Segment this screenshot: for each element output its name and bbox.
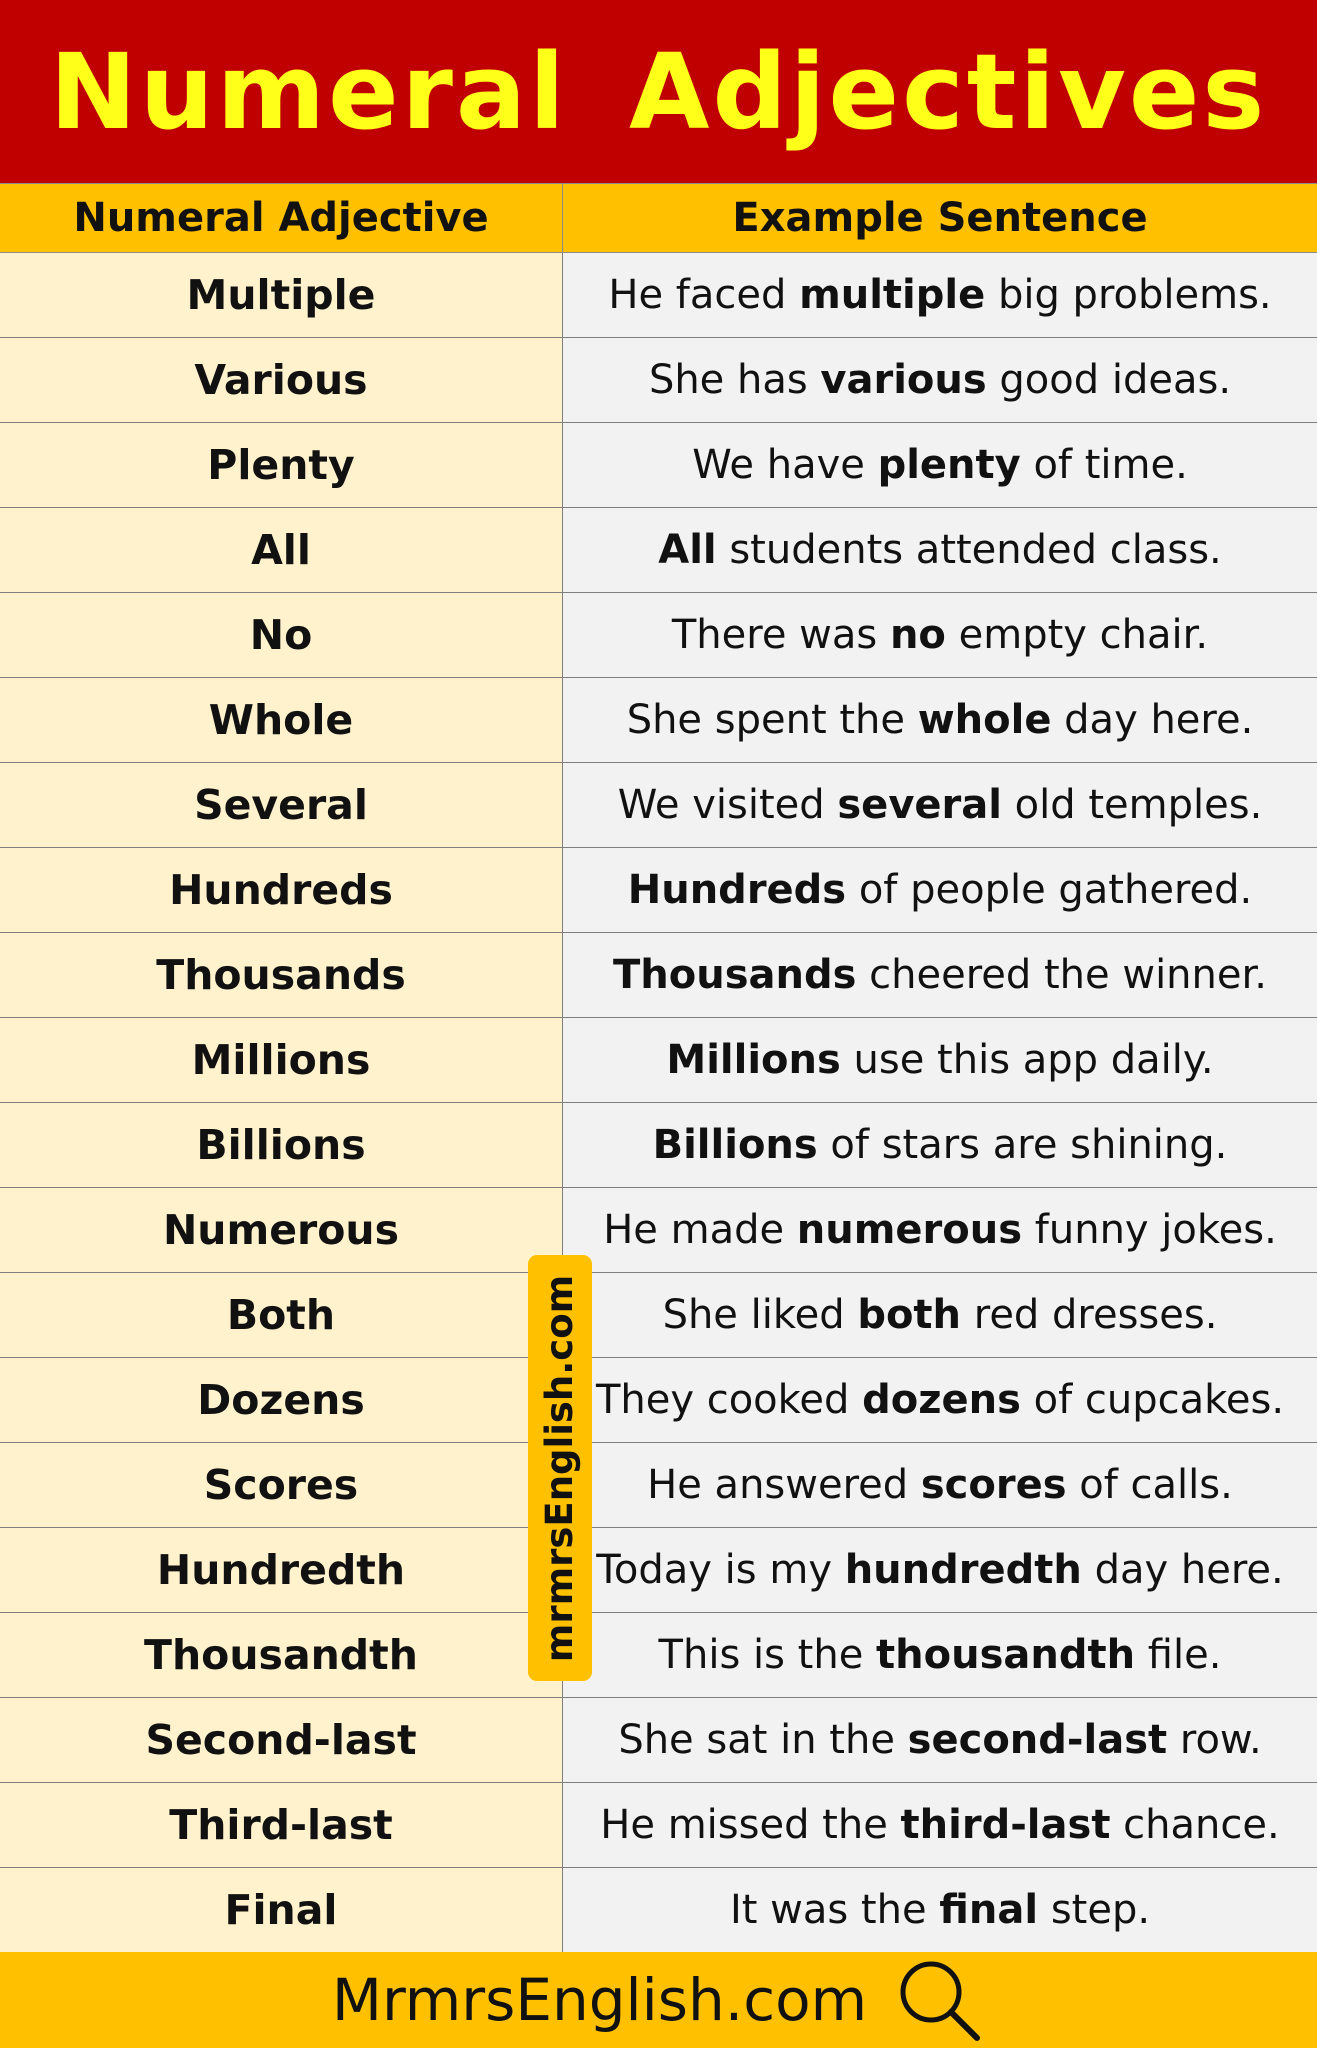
adjective-cell: Thousands: [0, 933, 563, 1017]
example-cell: [563, 1783, 1317, 1867]
example-highlight: plenty: [877, 442, 1021, 488]
example-highlight: final: [939, 1887, 1039, 1933]
header-example-sentence: Example Sentence: [732, 195, 1148, 241]
example-highlight: Billions: [652, 1122, 818, 1168]
adjective-cell: Multiple: [0, 253, 563, 337]
table-row: [0, 1783, 1317, 1868]
example-text: They cooked: [595, 1377, 863, 1423]
adjective-cell: Third-last: [0, 1783, 563, 1867]
adjective-cell: Plenty: [0, 423, 563, 507]
example-cell: [563, 508, 1317, 592]
example-highlight: scores: [920, 1462, 1067, 1508]
example-cell: [563, 1358, 1317, 1442]
example-cell: [563, 1613, 1317, 1697]
example-text: He made: [603, 1207, 797, 1253]
adjective-cell: Thousandth: [0, 1613, 563, 1697]
table-row: [0, 1273, 1317, 1358]
table-row: [0, 593, 1317, 678]
adjective-cell: Several: [0, 763, 563, 847]
example-text: use this app daily.: [840, 1037, 1214, 1083]
watermark-badge: [528, 1255, 592, 1681]
example-cell: [563, 933, 1317, 1017]
adjective-cell: Hundreds: [0, 848, 563, 932]
example-text: of cupcakes.: [1020, 1377, 1285, 1423]
example-cell: [563, 1443, 1317, 1527]
adjective-cell: Second-last: [0, 1698, 563, 1782]
example-text: She sat in the: [618, 1717, 908, 1763]
example-cell: [563, 678, 1317, 762]
table-row: [0, 508, 1317, 593]
example-highlight: numerous: [796, 1207, 1023, 1253]
adjective-cell: Final: [0, 1868, 563, 1952]
example-highlight: whole: [917, 697, 1052, 743]
example-text: He answered: [647, 1462, 921, 1508]
example-cell: [563, 763, 1317, 847]
example-cell: [563, 253, 1317, 337]
watermark-text: mrmrsEnglish.com: [538, 1274, 582, 1662]
example-text: She spent the: [626, 697, 918, 743]
example-text: We visited: [617, 782, 838, 828]
example-text: red dresses.: [961, 1292, 1218, 1338]
example-cell: [563, 848, 1317, 932]
adjective-cell: Scores: [0, 1443, 563, 1527]
footer-bar: [0, 1952, 1317, 2048]
table-row: [0, 1443, 1317, 1528]
example-cell: [563, 338, 1317, 422]
example-text: of stars are shining.: [817, 1122, 1228, 1168]
table-row: [0, 1018, 1317, 1103]
example-text: of time.: [1020, 442, 1188, 488]
table-row: [0, 1528, 1317, 1613]
table-row: [0, 763, 1317, 848]
example-highlight: multiple: [799, 272, 986, 318]
example-cell: [563, 1188, 1317, 1272]
example-highlight: third-last: [900, 1802, 1111, 1848]
table-row: [0, 1188, 1317, 1273]
table-row: [0, 678, 1317, 763]
table-row: [0, 1613, 1317, 1698]
table-row: [0, 1103, 1317, 1188]
example-text: file.: [1135, 1632, 1222, 1678]
adjective-table: [0, 253, 1317, 1952]
example-text: of people gathered.: [846, 867, 1253, 913]
example-highlight: both: [857, 1292, 962, 1338]
example-cell: [563, 1528, 1317, 1612]
example-text: She has: [648, 357, 821, 403]
example-text: step.: [1038, 1887, 1151, 1933]
example-text: It was the: [729, 1887, 940, 1933]
example-text: funny jokes.: [1022, 1207, 1277, 1253]
example-highlight: hundredth: [844, 1547, 1082, 1593]
example-text: chance.: [1110, 1802, 1280, 1848]
header-numeral-adjective: Numeral Adjective: [0, 184, 563, 252]
footer-site-name: MrmrsEnglish.com: [331, 1966, 868, 2034]
adjective-cell: Various: [0, 338, 563, 422]
example-text: We have: [692, 442, 878, 488]
example-highlight: Millions: [666, 1037, 841, 1083]
example-highlight: All: [658, 527, 717, 573]
example-cell: [563, 1018, 1317, 1102]
adjective-cell: Dozens: [0, 1358, 563, 1442]
example-highlight: Thousands: [613, 952, 857, 998]
example-cell: [563, 1868, 1317, 1952]
example-cell: [563, 1273, 1317, 1357]
example-highlight: thousandth: [876, 1632, 1136, 1678]
table-header: [0, 183, 1317, 253]
adjective-cell: Both: [0, 1273, 563, 1357]
example-highlight: no: [889, 612, 946, 658]
example-highlight: various: [820, 357, 987, 403]
example-text: row.: [1167, 1717, 1262, 1763]
example-text: He faced: [608, 272, 800, 318]
example-cell: [563, 423, 1317, 507]
example-text: of calls.: [1066, 1462, 1233, 1508]
example-cell: [563, 1103, 1317, 1187]
example-text: day here.: [1051, 697, 1254, 743]
adjective-cell: Whole: [0, 678, 563, 762]
example-text: There was: [671, 612, 890, 658]
example-cell: [563, 593, 1317, 677]
table-row: [0, 933, 1317, 1018]
example-text: day here.: [1081, 1547, 1284, 1593]
table-row: [0, 1358, 1317, 1443]
example-cell: [563, 1698, 1317, 1782]
example-highlight: second-last: [907, 1717, 1168, 1763]
page-title: Numeral Adjectives: [49, 30, 1268, 153]
example-highlight: Hundreds: [627, 867, 847, 913]
example-text: students attended class.: [716, 527, 1222, 573]
table-row: [0, 1868, 1317, 1952]
table-row: [0, 338, 1317, 423]
example-text: She liked: [662, 1292, 858, 1338]
title-banner: [0, 0, 1317, 183]
magnifier-icon: [893, 1954, 985, 2046]
example-text: This is the: [658, 1632, 877, 1678]
example-text: cheered the winner.: [856, 952, 1267, 998]
adjective-cell: Millions: [0, 1018, 563, 1102]
table-row: [0, 848, 1317, 933]
table-row: [0, 423, 1317, 508]
example-text: good ideas.: [986, 357, 1232, 403]
example-text: big problems.: [985, 272, 1272, 318]
adjective-cell: Hundredth: [0, 1528, 563, 1612]
table-row: [0, 253, 1317, 338]
table-row: [0, 1698, 1317, 1783]
adjective-cell: All: [0, 508, 563, 592]
example-text: Today is my: [596, 1547, 845, 1593]
example-text: He missed the: [600, 1802, 901, 1848]
example-highlight: several: [837, 782, 1002, 828]
example-text: old temples.: [1001, 782, 1263, 828]
adjective-cell: Billions: [0, 1103, 563, 1187]
example-text: empty chair.: [945, 612, 1209, 658]
example-highlight: dozens: [862, 1377, 1021, 1423]
adjective-cell: Numerous: [0, 1188, 563, 1272]
adjective-cell: No: [0, 593, 563, 677]
